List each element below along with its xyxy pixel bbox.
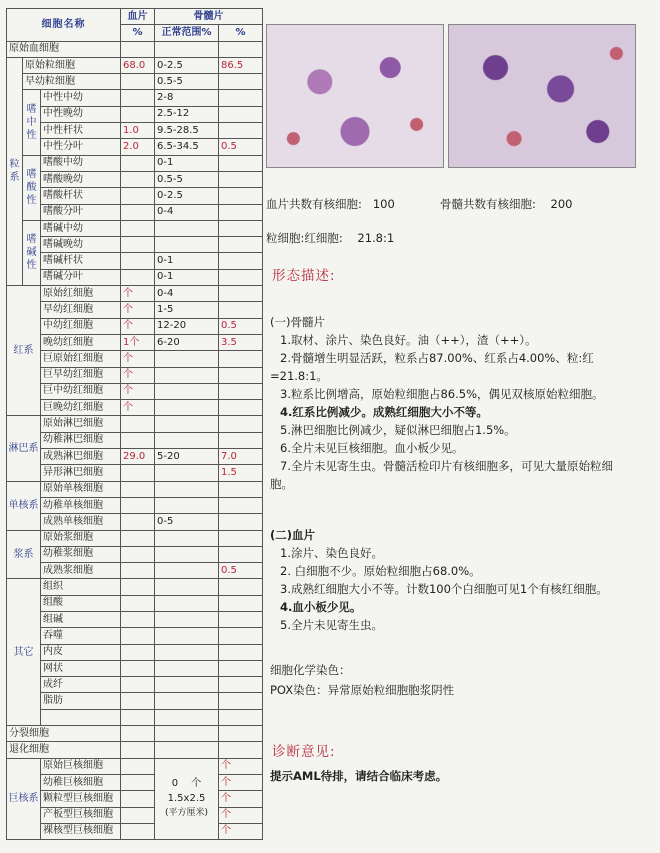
- normal-range: [155, 481, 219, 497]
- normal-range: [155, 660, 219, 676]
- table-row: [7, 823, 263, 839]
- table-row: [7, 57, 263, 73]
- blood-smear-photo: [266, 24, 444, 168]
- blood-item: 3.成熟红细胞大小不等。计数100个白细胞可见1个有核红细胞。: [280, 582, 608, 596]
- row-name: 中性分叶: [41, 139, 121, 155]
- blood-item: 1.涂片、染色良好。: [280, 546, 383, 560]
- marrow-item: 7.全片未见寄生虫。骨髓活检印片有核细胞多，可见大量原始粒细胞。: [270, 459, 613, 491]
- blood-pct: [121, 237, 155, 253]
- row-name: 早幼红细胞: [41, 302, 121, 318]
- header-cell-pct2: %: [219, 25, 263, 41]
- normal-range: 0-1: [155, 253, 219, 269]
- table-row: [7, 758, 263, 774]
- normal-range: 2.5-12: [155, 106, 219, 122]
- blood-pct: 个: [121, 367, 155, 383]
- blood-pct: [121, 171, 155, 187]
- row-name: 成熟单核细胞: [41, 514, 121, 530]
- blood-item: 2. 白细胞不少。原始粒细胞占68.0%。: [280, 564, 481, 578]
- marrow-item: 2.骨髓增生明显活跃，粒系占87.00%、红系占4.00%、粒:红=21.8:1。: [270, 351, 594, 383]
- table-row: [7, 269, 263, 285]
- mega-summary: [155, 758, 219, 839]
- normal-range: [155, 351, 219, 367]
- table-row: [7, 481, 263, 497]
- normal-range: [155, 546, 219, 562]
- marrow-pct: [219, 253, 263, 269]
- blood-pct: 1个: [121, 334, 155, 350]
- marrow-pct: [219, 41, 263, 57]
- marrow-pct: 个: [219, 807, 263, 823]
- normal-range: [155, 595, 219, 611]
- normal-range: [155, 644, 219, 660]
- table-row: [7, 677, 263, 693]
- normal-range: 6.5-34.5: [155, 139, 219, 155]
- marrow-pct: 个: [219, 758, 263, 774]
- normal-range: [155, 693, 219, 709]
- row-name: 原始血细胞: [7, 41, 121, 57]
- normal-range: [155, 677, 219, 693]
- blood-pct: [121, 660, 155, 676]
- cell-count-table: [6, 8, 263, 840]
- table-row: [7, 400, 263, 416]
- blood-pct: [121, 823, 155, 839]
- blood-pct: [121, 188, 155, 204]
- blood-pct: [121, 155, 155, 171]
- blood-pct: 个: [121, 318, 155, 334]
- normal-range: 0-1: [155, 269, 219, 285]
- table-row: [7, 171, 263, 187]
- blood-pct: [121, 758, 155, 774]
- normal-range: 1-5: [155, 302, 219, 318]
- marrow-pct: [219, 90, 263, 106]
- blood-pct: [121, 774, 155, 790]
- table-row: [7, 220, 263, 236]
- row-name: 中性晚幼: [41, 106, 121, 122]
- row-name: 巨中幼红细胞: [41, 383, 121, 399]
- row-name: 成熟淋巴细胞: [41, 449, 121, 465]
- marrow-pct: [219, 530, 263, 546]
- table-row: [7, 204, 263, 220]
- row-name: 组织: [41, 579, 121, 595]
- row-name: 幼稚淋巴细胞: [41, 432, 121, 448]
- normal-range: 0-1: [155, 155, 219, 171]
- table-row: [7, 726, 263, 742]
- normal-range: [155, 726, 219, 742]
- row-name: 裸核型巨核细胞: [41, 823, 121, 839]
- blood-pct: [121, 514, 155, 530]
- blood-pct: 2.0: [121, 139, 155, 155]
- row-name: 嗜酸中幼: [41, 155, 121, 171]
- stain-title: 细胞化学染色：: [270, 663, 351, 677]
- table-row: [7, 449, 263, 465]
- mega-summary-count: 0 个: [171, 778, 202, 790]
- normal-range: [155, 400, 219, 416]
- marrow-pct: 个: [219, 791, 263, 807]
- blood-pct: [121, 253, 155, 269]
- table-row: [7, 139, 263, 155]
- row-name: 嗜碱杆状: [41, 253, 121, 269]
- row-name: 幼稚单核细胞: [41, 497, 121, 513]
- table-row: [7, 123, 263, 139]
- blood-pct: [121, 693, 155, 709]
- table-row: [7, 514, 263, 530]
- blood-pct: [121, 432, 155, 448]
- marrow-pct: [219, 400, 263, 416]
- row-name: 嗜碱分叶: [41, 269, 121, 285]
- row-name: 原始浆细胞: [41, 530, 121, 546]
- header-cell-blood: 血片: [121, 9, 155, 25]
- normal-range: 0-2.5: [155, 188, 219, 204]
- normal-range: [155, 465, 219, 481]
- marrow-pct: [219, 611, 263, 627]
- normal-range: [155, 742, 219, 758]
- marrow-pct: [219, 155, 263, 171]
- row-name: 内皮: [41, 644, 121, 660]
- marrow-pct: [219, 514, 263, 530]
- blood-count-line: 血片共数有核细胞: 100: [266, 197, 395, 211]
- row-name: 颗粒型巨核细胞: [41, 791, 121, 807]
- marrow-pct: [219, 220, 263, 236]
- mega-summary-unit: (平方厘米): [165, 808, 209, 819]
- row-name: 组酸: [41, 595, 121, 611]
- table-row: [7, 709, 263, 725]
- normal-range: [155, 237, 219, 253]
- normal-range: 0.5-5: [155, 74, 219, 90]
- blood-pct: 个: [121, 383, 155, 399]
- row-name: 嗜碱晚幼: [41, 237, 121, 253]
- header-cell-normal: 正常范围%: [155, 25, 219, 41]
- marrow-pct: [219, 726, 263, 742]
- blood-pct: [121, 807, 155, 823]
- marrow-pct: 0.5: [219, 139, 263, 155]
- table-row: [7, 41, 263, 57]
- marrow-pct: [219, 595, 263, 611]
- normal-range: 12-20: [155, 318, 219, 334]
- marrow-pct: [219, 742, 263, 758]
- blood-pct: 68.0: [121, 57, 155, 73]
- marrow-section-title: (一)骨髓片: [270, 315, 325, 329]
- marrow-pct: [219, 204, 263, 220]
- row-name: 原始淋巴细胞: [41, 416, 121, 432]
- group-label-other: 其它: [7, 579, 41, 726]
- table-row: [7, 791, 263, 807]
- marrow-pct: [219, 367, 263, 383]
- blood-pct: [121, 791, 155, 807]
- marrow-pct: [219, 237, 263, 253]
- group-label-gran: 粒系: [7, 57, 23, 285]
- table-row: [7, 351, 263, 367]
- diagnosis-title: 诊断意见:: [272, 744, 336, 760]
- marrow-pct: [219, 677, 263, 693]
- gr-ratio-line: 粒细胞:红细胞: 21.8:1: [266, 231, 395, 245]
- marrow-pct: 0.5: [219, 563, 263, 579]
- table-row: [7, 432, 263, 448]
- normal-range: 0-2.5: [155, 57, 219, 73]
- blood-pct: [121, 628, 155, 644]
- marrow-pct: [219, 416, 263, 432]
- group-label-baso: 嗜碱性: [23, 220, 41, 285]
- blood-pct: 个: [121, 351, 155, 367]
- row-name: 原始单核细胞: [41, 481, 121, 497]
- blood-section-title: (二)血片: [270, 528, 316, 542]
- table-row: [7, 660, 263, 676]
- marrow-pct: 个: [219, 823, 263, 839]
- diagnosis-text: 提示AML待排，请结合临床考虑。: [270, 769, 448, 783]
- row-name: 退化细胞: [7, 742, 121, 758]
- blood-pct: [121, 204, 155, 220]
- marrow-pct: [219, 709, 263, 725]
- marrow-pct: [219, 628, 263, 644]
- blood-pct: [121, 530, 155, 546]
- table-row: [7, 774, 263, 790]
- normal-range: [155, 563, 219, 579]
- blood-pct: 1.0: [121, 123, 155, 139]
- table-row: [7, 595, 263, 611]
- blood-pct: 个: [121, 400, 155, 416]
- row-name: 成熟浆细胞: [41, 563, 121, 579]
- table-row: [7, 367, 263, 383]
- row-name: 吞噬: [41, 628, 121, 644]
- marrow-pct: [219, 123, 263, 139]
- row-name: 中性杆状: [41, 123, 121, 139]
- table-row: [7, 188, 263, 204]
- marrow-pct: [219, 383, 263, 399]
- blood-pct: [121, 497, 155, 513]
- marrow-pct: [219, 188, 263, 204]
- normal-range: 6-20: [155, 334, 219, 350]
- marrow-item: 3.粒系比例增高，原始粒细胞占86.5%，偶见双核原始粒细胞。: [280, 387, 604, 401]
- table-row: [7, 155, 263, 171]
- marrow-pct: [219, 497, 263, 513]
- normal-range: 9.5-28.5: [155, 123, 219, 139]
- blood-pct: [121, 74, 155, 90]
- marrow-pct: [219, 171, 263, 187]
- normal-range: [155, 367, 219, 383]
- blood-pct: [121, 677, 155, 693]
- table-row: [7, 416, 263, 432]
- table-row: [7, 383, 263, 399]
- marrow-pct: 1.5: [219, 465, 263, 481]
- blood-pct: [121, 611, 155, 627]
- row-name: 组碱: [41, 611, 121, 627]
- marrow-pct: [219, 302, 263, 318]
- row-name: 脂肪: [41, 693, 121, 709]
- row-name: 巨原始红细胞: [41, 351, 121, 367]
- normal-range: 0-4: [155, 286, 219, 302]
- normal-range: [155, 383, 219, 399]
- row-name: 巨早幼红细胞: [41, 367, 121, 383]
- table-row: [7, 563, 263, 579]
- mega-summary-area: 1.5x2.5: [167, 793, 206, 805]
- blood-pct: [121, 742, 155, 758]
- blood-pct: [121, 465, 155, 481]
- table-row: [7, 286, 263, 302]
- table-row: [7, 693, 263, 709]
- marrow-item: 1.取材、涂片、染色良好。油（++），渣（++）。: [280, 333, 537, 347]
- marrow-pct: [219, 269, 263, 285]
- header-cell-pct: %: [121, 25, 155, 41]
- blood-pct: [121, 644, 155, 660]
- row-name: 早幼粒细胞: [23, 74, 121, 90]
- table-row: [7, 530, 263, 546]
- normal-range: 0-5: [155, 514, 219, 530]
- table-row: [7, 237, 263, 253]
- blood-item: 4.血小板少见。: [280, 600, 362, 614]
- marrow-pct: [219, 351, 263, 367]
- table-row: [7, 742, 263, 758]
- blood-pct: [121, 269, 155, 285]
- normal-range: [155, 530, 219, 546]
- row-name: 嗜酸晚幼: [41, 171, 121, 187]
- row-name: 异形淋巴细胞: [41, 465, 121, 481]
- group-label-plasma: 浆系: [7, 530, 41, 579]
- row-name: 嗜碱中幼: [41, 220, 121, 236]
- marrow-pct: 86.5: [219, 57, 263, 73]
- table-row: [7, 611, 263, 627]
- group-label-mono: 单核系: [7, 481, 41, 530]
- row-name: [41, 709, 121, 725]
- table-row: [7, 807, 263, 823]
- group-label-ery: 红系: [7, 286, 41, 416]
- blood-pct: 29.0: [121, 449, 155, 465]
- row-name: 中幼红细胞: [41, 318, 121, 334]
- row-name: 原始红细胞: [41, 286, 121, 302]
- table-row: [7, 465, 263, 481]
- row-name: 网状: [41, 660, 121, 676]
- blood-pct: [121, 709, 155, 725]
- group-label-mega: 巨核系: [7, 758, 41, 839]
- blood-pct: [121, 595, 155, 611]
- table-row: [7, 546, 263, 562]
- header-cell-marrow: 骨髓片: [155, 9, 263, 25]
- stain-result: POX染色：异常原始粒细胞胞浆阴性: [270, 683, 455, 697]
- row-name: 嗜酸分叶: [41, 204, 121, 220]
- normal-range: [155, 709, 219, 725]
- blood-description: [270, 544, 630, 634]
- marrow-pct: [219, 693, 263, 709]
- normal-range: [155, 579, 219, 595]
- marrow-pct: [219, 432, 263, 448]
- header-cell-name: 细胞名称: [7, 9, 121, 42]
- table-row: [7, 302, 263, 318]
- marrow-pct: [219, 106, 263, 122]
- marrow-pct: [219, 660, 263, 676]
- normal-range: 0-4: [155, 204, 219, 220]
- blood-item: 5.全片未见寄生虫。: [280, 618, 383, 632]
- normal-range: [155, 41, 219, 57]
- normal-range: [155, 628, 219, 644]
- marrow-count-line: 骨髓共数有核细胞: 200: [440, 197, 573, 211]
- row-name: 原始粒细胞: [23, 57, 121, 73]
- marrow-smear-photo: [448, 24, 636, 168]
- blood-pct: [121, 579, 155, 595]
- table-row: [7, 253, 263, 269]
- row-name: 嗜酸杆状: [41, 188, 121, 204]
- row-name: 原始巨核细胞: [41, 758, 121, 774]
- table-row: [7, 628, 263, 644]
- normal-range: [155, 611, 219, 627]
- normal-range: 0.5-5: [155, 171, 219, 187]
- marrow-pct: 0.5: [219, 318, 263, 334]
- normal-range: 5-20: [155, 449, 219, 465]
- row-name: 产板型巨核细胞: [41, 807, 121, 823]
- table-row: [7, 90, 263, 106]
- blood-pct: [121, 546, 155, 562]
- marrow-pct: [219, 644, 263, 660]
- marrow-description: [270, 331, 630, 493]
- table-row: [7, 318, 263, 334]
- row-name: 中性中幼: [41, 90, 121, 106]
- normal-range: [155, 220, 219, 236]
- marrow-item: 6.全片未见巨核细胞。血小板少见。: [280, 441, 464, 455]
- row-name: 巨晚幼红细胞: [41, 400, 121, 416]
- row-name: 幼稚浆细胞: [41, 546, 121, 562]
- morphology-title: 形态描述:: [272, 268, 336, 284]
- blood-pct: [121, 220, 155, 236]
- marrow-pct: [219, 546, 263, 562]
- blood-pct: 个: [121, 302, 155, 318]
- normal-range: [155, 497, 219, 513]
- row-name: 分裂细胞: [7, 726, 121, 742]
- row-name: 晚幼红细胞: [41, 334, 121, 350]
- marrow-pct: [219, 286, 263, 302]
- table-row: [7, 74, 263, 90]
- blood-pct: [121, 563, 155, 579]
- table-row: [7, 497, 263, 513]
- marrow-item: 4.红系比例减少。成熟红细胞大小不等。: [280, 405, 488, 419]
- blood-pct: 个: [121, 286, 155, 302]
- normal-range: 2-8: [155, 90, 219, 106]
- marrow-pct: [219, 579, 263, 595]
- group-label-neut: 嗜中性: [23, 90, 41, 155]
- blood-pct: [121, 106, 155, 122]
- table-row: [7, 334, 263, 350]
- normal-range: [155, 432, 219, 448]
- marrow-pct: 7.0: [219, 449, 263, 465]
- marrow-pct: [219, 481, 263, 497]
- row-name: 成纤: [41, 677, 121, 693]
- marrow-pct: [219, 74, 263, 90]
- row-name: 幼稚巨核细胞: [41, 774, 121, 790]
- group-label-lym: 淋巴系: [7, 416, 41, 481]
- blood-pct: [121, 41, 155, 57]
- blood-pct: [121, 726, 155, 742]
- blood-pct: [121, 90, 155, 106]
- group-label-eos: 嗜酸性: [23, 155, 41, 220]
- marrow-pct: 个: [219, 774, 263, 790]
- blood-pct: [121, 481, 155, 497]
- marrow-pct: 3.5: [219, 334, 263, 350]
- marrow-item: 5.淋巴细胞比例减少，疑似淋巴细胞占1.5%。: [280, 423, 516, 437]
- table-row: [7, 579, 263, 595]
- blood-pct: [121, 416, 155, 432]
- normal-range: [155, 416, 219, 432]
- table-row: [7, 106, 263, 122]
- table-row: [7, 644, 263, 660]
